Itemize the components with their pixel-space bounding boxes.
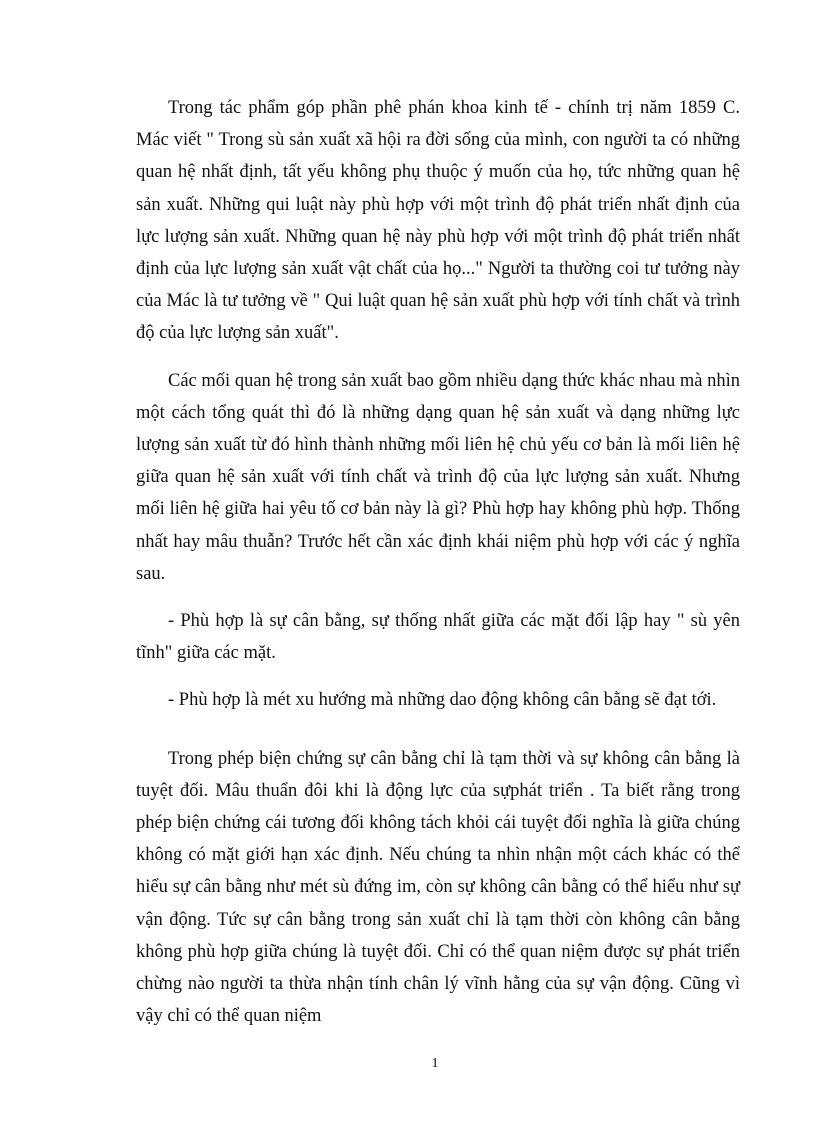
paragraph-definition-balance: - Phù hợp là sự cân bằng, sự thống nhất giữa các mặt đối lập hay " sù yên tĩnh" giữa các mặt. (136, 611, 740, 664)
paragraph-definition-tendency: - Phù hợp là mét xu hướng mà những dao động không cân bằng sẽ đạt tới. (168, 690, 717, 711)
paragraph-dialectics: Trong phép biện chứng sự cân bằng chỉ là tạm thời và sự không cân bằng là tuyệt đối. Mâu thuẩn đôi khi là động lực của sựphát triển . Ta biết rằng trong phép biện chứng cái tương đối không tách khỏi cái tuyệt đối nghĩa là giữa chúng không có mặt giới hạn xác định. Nếu chúng ta nhìn nhận một cách khác có thể hiểu sự cân bằng như mét sù đứng im, còn sự không cân bằng có thể hiểu như sự vận động. Tức sự cân bằng trong sản xuất chỉ là tạm thời còn không cân bằng không phù hợp giữa chúng là tuyệt đối. Chỉ có thể quan niệm được sự phát triển chừng nào người ta thừa nhận tính chân lý vĩnh hằng của sự vận động. Cũng vì vậy chỉ có thể quan niệm (136, 748, 740, 1027)
paragraph-production-relations: Các mối quan hệ trong sản xuất bao gồm nhiều dạng thức khác nhau mà nhìn một cách tổng quát thì đó là những dạng quan hệ sản xuất và dạng những lực lượng sản xuất từ đó hình thành những mối liên hệ chủ yếu cơ bản là mối liên hệ giữa quan hệ sản xuất với tính chất và trình độ của lực lượng sản xuất. Nhưng mối liên hệ giữa hai yêu tố cơ bản này là gì? Phù hợp hay không phù hợp. Thống nhất hay mâu thuẫn? Trước hết cần xác định khái niệm phù hợp với các ý nghĩa sau. (136, 370, 740, 584)
paragraph-marx-quote: Trong tác phẩm góp phần phê phán khoa kinh tế - chính trị năm 1859 C. Mác viết " Trong sù sản xuất xã hội ra đời sống của mình, con người ta có những quan hệ nhất định, tất yếu không phụ thuộc ý muốn của họ, tức những quan hệ sản xuất. Những qui luật này phù hợp với một trình độ phát triển nhất định của lực lượng sản xuất. Những quan hệ này phù hợp với một trình độ phát triển nhất định của lực lượng sản xuất vật chất của họ..." Người ta thường coi tư tưởng này của Mác là tư tưởng về " Qui luật quan hệ sản xuất phù hợp với tính chất và trình độ của lực lượng sản xuất". (136, 98, 740, 344)
document-body (136, 92, 740, 1032)
page-number: 1 (431, 1056, 439, 1071)
